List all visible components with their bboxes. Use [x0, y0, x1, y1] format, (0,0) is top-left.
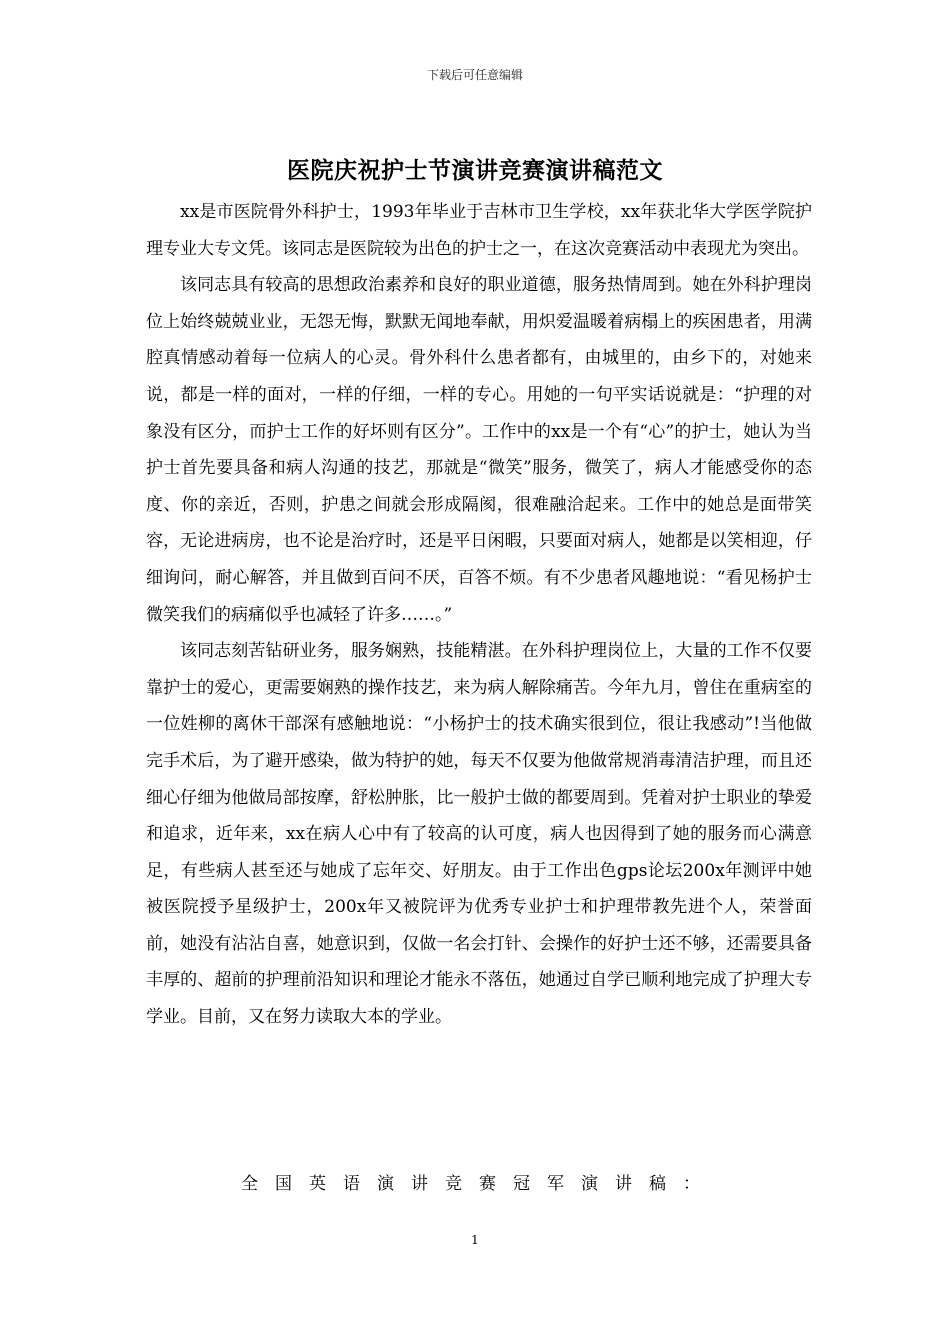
document-body: [146, 194, 812, 1036]
paragraph-1: xx是市医院骨外科护士，1993年毕业于吉林市卫生学校，xx年获北华大学医学院护理专业大专文凭。该同志是医院较为出色的护士之一，在这次竞赛活动中表现尤为突出。: [146, 202, 812, 259]
paragraph-2: 该同志具有较高的思想政治素养和良好的职业道德，服务热情周到。她在外科护理岗位上始终兢兢业业，无怨无悔，默默无闻地奉献，用炽爱温暖着病榻上的疾困患者，用满腔真情感动着每一位病人的心灵。骨外科什么患者都有，由城里的，由乡下的，对她来说，都是一样的面对，一样的仔细，一样的专心。用她的一句平实话说就是：“护理的对象没有区分，而护士工作的好坏则有区分”。工作中的xx是一个有“心”的护士，她认为当护士首先要具备和病人沟通的技艺，那就是“微笑”服务，微笑了，病人才能感受你的态度、你的亲近，否则，护患之间就会形成隔阂，很难融洽起来。工作中的她总是面带笑容，无论进病房，也不论是治疗时，还是平日闲暇，只要面对病人，她都是以笑相迎，仔细询问，耐心解答，并且做到百问不厌，百答不烦。有不少患者风趣地说：“看见杨护士微笑我们的病痛似乎也减轻了许多……。”: [146, 275, 812, 625]
page-header: 下载后可任意编辑: [426, 68, 523, 82]
page-number: 1: [471, 1233, 479, 1247]
paragraph-3: 该同志刻苦钻研业务，服务娴熟，技能精湛。在外科护理岗位上，大量的工作不仅要靠护士的爱心，更需要娴熟的操作技艺，来为病人解除痛苦。今年九月，曾住在重病室的一位姓柳的离休干部深有感触地说：“小杨护士的技术确实很到位，很让我感动”!当他做完手术后，为了避开感染，做为特护的她，每天不仅要为他做常规消毒清洁护理，而且还细心仔细为他做局部按摩，舒松肿胀，比一般护士做的都要周到。凭着对护士职业的挚爱和追求，近年来，xx在病人心中有了较高的认可度，病人也因得到了她的服务而心满意足，有些病人甚至还与她成了忘年交、好朋友。由于工作出色gps论坛200x年测评中她被医院授予星级护士，200x年又被院评为优秀专业护士和护理带教先进个人，荣誉面前，她没有沾沾自喜，她意识到，仅做一名会打针、会操作的好护士还不够，还需要具备丰厚的、超前的护理前沿知识和理论才能永不落伍，她通过自学已顺利地完成了护理大专学业。目前，又在努力读取大本的学业。: [146, 641, 812, 1028]
document-title: 医院庆祝护士节演讲竞赛演讲稿范文: [287, 157, 663, 184]
closing-line: 全国英语演讲竞赛冠军演讲稿：: [241, 1174, 717, 1194]
